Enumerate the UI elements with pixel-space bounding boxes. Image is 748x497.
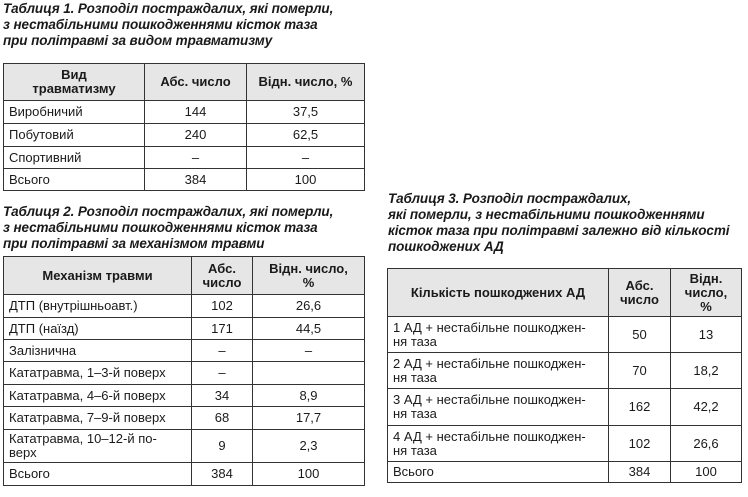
cell-abs: 70 <box>609 353 671 389</box>
header-abs-line: число <box>620 291 659 307</box>
table-row <box>4 318 365 340</box>
cell-rel: 26,6 <box>253 295 365 318</box>
table-row <box>4 463 365 486</box>
table-row <box>388 317 742 353</box>
row-label-line: Кататравма, 1–3-й поверх <box>9 365 166 380</box>
cell-rel <box>253 362 365 385</box>
table-row <box>388 462 742 483</box>
caption-line: Таблиця 1. Розподіл постраждалих, які померли, <box>3 1 334 16</box>
table-row <box>4 340 365 362</box>
table2 <box>3 256 365 486</box>
header-abs-line: Абс. число <box>160 74 231 89</box>
row-label <box>388 426 609 462</box>
header-abs-line: число <box>202 274 242 290</box>
table-row <box>4 295 365 318</box>
table-row <box>4 169 365 191</box>
cell-abs: 68 <box>192 407 253 430</box>
cell-abs: – <box>192 340 253 362</box>
row-label-line: Кататравма, 10–12-й по- <box>9 431 157 446</box>
header-abs-line: Абс. <box>208 260 236 276</box>
row-label <box>4 318 192 340</box>
header-label <box>4 64 145 101</box>
header-label-line: Кількість пошкоджених АД <box>410 284 586 300</box>
row-label-line: ня таза <box>393 406 437 421</box>
cell-rel: 18,2 <box>671 353 742 389</box>
cell-rel: 100 <box>671 462 742 483</box>
cell-abs: – <box>145 147 247 169</box>
header-label-line: Механізм травми <box>42 267 153 283</box>
cell-rel: 100 <box>253 463 365 486</box>
table-row <box>4 385 365 407</box>
row-label <box>4 463 192 486</box>
row-label <box>4 169 145 191</box>
header-label <box>4 257 192 295</box>
cell-abs: 144 <box>145 101 247 124</box>
header-rel-line: Відн. число, <box>269 260 348 276</box>
row-label <box>4 407 192 430</box>
header-abs <box>609 269 671 317</box>
cell-rel: 42,2 <box>671 389 742 426</box>
header-rel-line: Відн. <box>689 270 723 286</box>
cell-abs: 9 <box>192 430 253 463</box>
cell-abs: 240 <box>145 124 247 147</box>
table-header-row <box>388 269 742 317</box>
row-label-line: 1 АД + нестабільне пошкоджен- <box>393 319 586 335</box>
table1-caption <box>3 1 333 49</box>
row-label-line: 2 АД + нестабільне пошкоджен- <box>393 355 586 371</box>
caption-line: з нестабільними пошкодженнями кісток таза <box>3 220 318 235</box>
table-row <box>388 389 742 426</box>
row-label <box>388 317 609 353</box>
caption-line: при політравмі за видом травматизму <box>3 33 273 48</box>
table-row <box>4 124 365 147</box>
header-label-line: травматизму <box>32 81 116 96</box>
table-row <box>4 407 365 430</box>
cell-abs: 102 <box>609 426 671 462</box>
cell-rel: 2,3 <box>253 430 365 463</box>
cell-rel: – <box>247 147 365 169</box>
row-label-line: Кататравма, 4–6-й поверх <box>9 387 166 403</box>
cell-abs: 34 <box>192 385 253 407</box>
row-label-line: ня таза <box>393 442 437 458</box>
cell-rel: 44,5 <box>253 318 365 340</box>
row-label-line: верх <box>9 445 37 460</box>
caption-line: з нестабільними пошкодженнями кісток таза <box>3 17 318 32</box>
caption-line: Таблиця 3. Розподіл постраждалих, <box>388 191 632 206</box>
row-label <box>388 462 609 483</box>
caption-line: які померли, з нестабільними пошкодженнями <box>388 207 705 222</box>
row-label <box>4 362 192 385</box>
cell-abs: 102 <box>192 295 253 318</box>
table-row <box>388 353 742 389</box>
header-rel <box>247 64 365 101</box>
cell-rel: 8,9 <box>253 385 365 407</box>
row-label-line: 3 АД + нестабільне пошкоджен- <box>393 392 586 407</box>
header-label <box>388 269 609 317</box>
table-header-row <box>4 64 365 101</box>
row-label-line: Спортивний <box>9 149 82 165</box>
cell-rel: 26,6 <box>671 426 742 462</box>
header-rel-line: % <box>700 298 712 314</box>
row-label <box>4 385 192 407</box>
row-label <box>4 295 192 318</box>
header-abs <box>192 257 253 295</box>
header-abs-line: Абс. <box>625 277 654 293</box>
row-label <box>388 389 609 426</box>
table-row <box>4 101 365 124</box>
table-row <box>4 362 365 385</box>
row-label-line: Залізнична <box>9 342 77 358</box>
caption-line: при політравмі за механізмом травми <box>3 236 265 251</box>
cell-rel: 100 <box>247 169 365 191</box>
table-row <box>4 147 365 169</box>
row-label-line: Побутовий <box>9 127 74 142</box>
table1 <box>3 63 365 191</box>
cell-rel: 17,7 <box>253 407 365 430</box>
cell-abs: 162 <box>609 389 671 426</box>
header-rel <box>671 269 742 317</box>
row-label-line: Кататравма, 7–9-й поверх <box>9 410 166 425</box>
table-row <box>388 426 742 462</box>
header-rel-line: число, <box>684 284 728 300</box>
cell-abs: 50 <box>609 317 671 353</box>
header-rel-line: Відн. число, % <box>258 74 353 89</box>
row-label-line: Всього <box>9 171 50 187</box>
table3 <box>387 268 742 483</box>
header-label-line: Вид <box>61 67 87 82</box>
caption-line: кісток таза при політравмі залежно від кількості <box>388 223 730 238</box>
cell-abs: 384 <box>192 463 253 486</box>
cell-abs: 384 <box>145 169 247 191</box>
row-label-line: ДТП (внутрішньоавт.) <box>9 298 138 313</box>
cell-abs: 384 <box>609 462 671 483</box>
row-label-line: 4 АД + нестабільне пошкоджен- <box>393 428 586 444</box>
caption-line: Таблиця 2. Розподіл постраждалих, які померли, <box>3 204 334 219</box>
row-label-line: ДТП (наїзд) <box>9 320 79 336</box>
row-label-line: Всього <box>393 464 434 479</box>
row-label <box>4 340 192 362</box>
row-label <box>388 353 609 389</box>
row-label-line: ня таза <box>393 333 437 349</box>
row-label <box>4 124 145 147</box>
table-header-row <box>4 257 365 295</box>
row-label <box>4 430 192 463</box>
table2-caption <box>3 204 333 252</box>
row-label <box>4 101 145 124</box>
row-label <box>4 147 145 169</box>
row-label-line: ня таза <box>393 369 437 385</box>
cell-rel: – <box>253 340 365 362</box>
table3-caption <box>388 191 729 255</box>
cell-abs: – <box>192 362 253 385</box>
caption-line: пошкоджених АД <box>388 239 504 254</box>
header-abs <box>145 64 247 101</box>
row-label-line: Виробничий <box>9 104 83 119</box>
cell-rel: 37,5 <box>247 101 365 124</box>
row-label-line: Всього <box>9 466 50 481</box>
cell-rel: 62,5 <box>247 124 365 147</box>
cell-abs: 171 <box>192 318 253 340</box>
header-rel <box>253 257 365 295</box>
table-row <box>4 430 365 463</box>
header-rel-line: % <box>302 274 315 290</box>
cell-rel: 13 <box>671 317 742 353</box>
